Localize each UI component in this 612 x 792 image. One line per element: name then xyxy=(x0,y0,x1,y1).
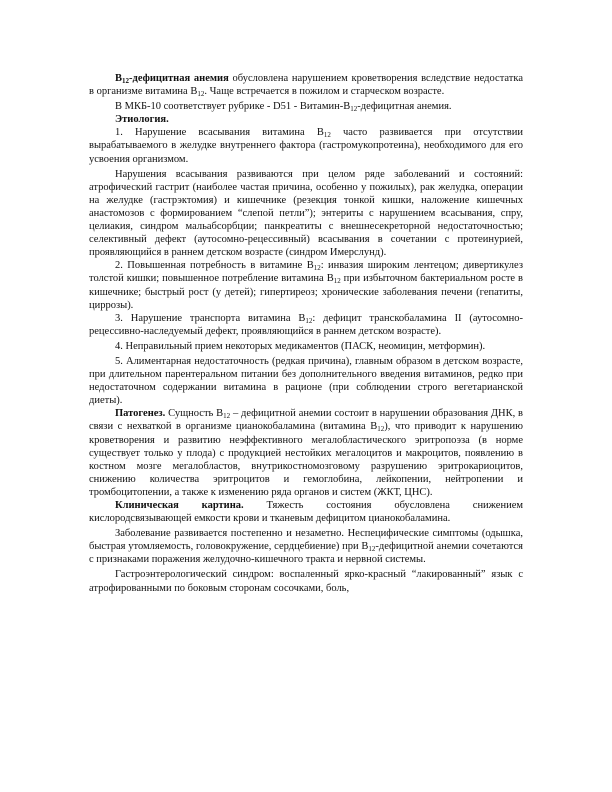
pathogenesis-title: Патогенез. xyxy=(115,408,166,420)
etiology-item-2: 2. Повышенная потребность в витамине $B_{12}$: инвазия широким лентецом; дивертикулез толстой кишки; повышенное потребление витамина $B_{12}$ при избыточном бактериальном росте в кишечнике; быстрый рост (у детей); гипертиреоз; хронические заболевания печени (гепатиты, циррозы). xyxy=(89,260,523,311)
pathogenesis-paragraph xyxy=(89,407,523,499)
absorption-paragraph: Нарушения всасывания развиваются при целом ряде заболеваний и состояний: атрофический гастрит (наиболее частая причина, особенно у пожилых), рак желудка, операции на желудке (гастрэктомия) и кишечнике (резекция тонкой кишки, наложение кишечных анастомозов с формированием “слепой петли”); энтериты с нарушением всасывания, спру, целиакия, синдром мальабсорбции; панкреатиты с внешнесекреторной недостаточностью; селективный дефект (аутосомно-рецессивный) всасывания в сочетании с протеинурией, проявляющийся в раннем детском возрасте (синдром Имерслунд). xyxy=(89,168,523,259)
etiology-item-5: 5. Алиментарная недостаточность (редкая причина), главным образом в детском возрасте, при длительном парентеральном питании без дополнительного введения витаминов, редко при недостаточном содержании витамина в рационе (при соблюдении строго вегетарианской диеты). xyxy=(89,355,523,407)
document-body xyxy=(89,72,523,595)
icd-paragraph: В МКБ-10 соответствует рубрике - D51 - Витамин-$B_{12}$-дефицитная анемия. xyxy=(115,101,452,114)
clinical-text: Тяжесть состояния обусловлена снижением кислородсвязывающей емкости крови и тканевым дефицитом цианокобаламина. xyxy=(89,500,523,525)
intro-title: $B_{12}$-дефицитная анемия xyxy=(115,73,229,85)
etiology-item-4: 4. Неправильный прием некоторых медикаментов (ПАСК, неомицин, метформин). xyxy=(115,340,486,352)
gastro-paragraph: Гастроэнтерологический синдром: воспаленный ярко-красный “лакированный” язык с атрофированными по боковым сторонам сосочками, боль, xyxy=(89,569,523,594)
intro-paragraph xyxy=(89,72,523,98)
clinical-title: Клиническая картина. xyxy=(115,500,244,511)
etiology-item-3: 3. Нарушение транспорта витамина $B_{12}$: дефицит транскобаламина II (аутосомно-рецессивно-наследуемый дефект, проявляющийся в раннем детском возрасте). xyxy=(89,312,523,337)
etiology-heading: Этиология. xyxy=(115,114,169,126)
etiology-item-1: 1. Нарушение всасывания витамина $B_{12}$ часто развивается при отсутствии вырабатываемого в желудке внутреннего фактора (гастромукопротеина), необходимого для его усвоения организмом. xyxy=(89,127,523,165)
clinical-paragraph xyxy=(89,499,523,525)
intro-text: обусловлена нарушением кроветворения вследствие недостатка в организме витамина $B_{12}$. Чаще встречается в пожилом и старческом возрасте. xyxy=(89,73,523,99)
pathogenesis-text: Сущность $B_{12}$ – дефицитной анемии состоит в нарушении образования ДНК, в связи с нехваткой в организме цианокобаламина (витамина $B_{12}$), что приводит к нарушению кроветворения и развитию неэффективного мегалобластического эритропоэза (в норме существует только у плода) с продукцией нестойких мегалоцитов и макроцитов, появлению в костном мозге мегалобластов, внутрикостномозговому разрушению эритрокариоцитов, снижению количества эритроцитов и гемоглобина, лейкопении, нейтропении и тромбоцитопении, а также к изменению ряда органов и систем (ЖКТ, ЦНС). xyxy=(89,408,524,498)
onset-paragraph: Заболевание развивается постепенно и незаметно. Неспецифические симптомы (одышка, быстрая утомляемость, головокружение, сердцебиение) при $B_{12}$-дефицитной анемии сочетаются с признаками поражения желудочно-кишечного тракта и нервной системы. xyxy=(89,528,523,566)
